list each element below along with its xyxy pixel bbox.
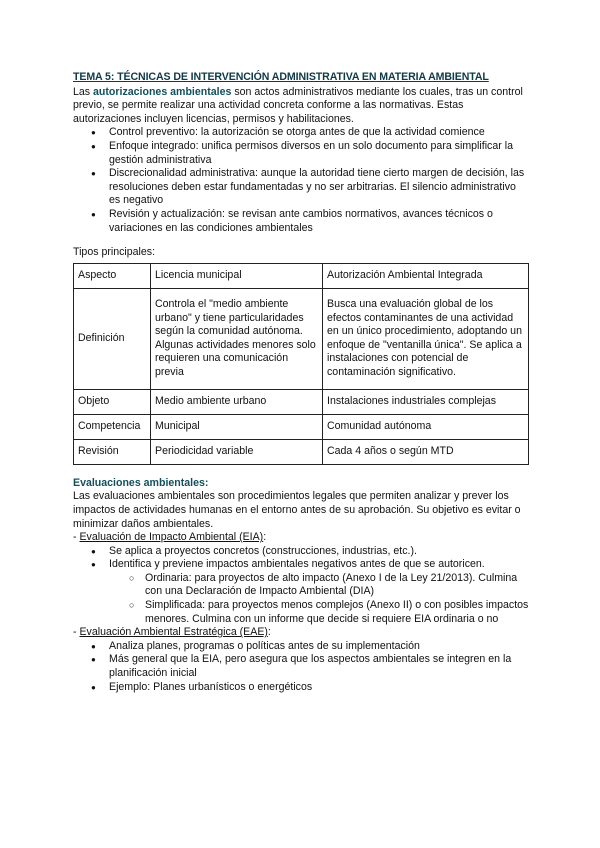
table-header-cell: Autorización Ambiental Integrada: [323, 263, 529, 288]
table-row: [74, 389, 529, 414]
eia-sub-list: [73, 572, 529, 626]
evaluaciones-heading: Evaluaciones ambientales:: [73, 476, 209, 489]
table-row: [74, 439, 529, 464]
list-item: ● Control preventivo: la autorización se otorga antes de que la actividad comience: [73, 126, 529, 140]
list-item: ● Analiza planes, programas o políticas antes de su implementación: [73, 640, 529, 654]
list-item: ● Más general que la EIA, pero asegura que los aspectos ambientales se integren en la planificación inicial: [73, 653, 529, 680]
eia-bullet-list: [73, 545, 529, 572]
table-cell: Medio ambiente urbano: [151, 389, 323, 414]
spacer: [73, 235, 529, 246]
eae-heading: [73, 626, 529, 640]
table-cell: Controla el "medio ambiente urbano" y tiene particularidades según la comunidad autónoma. Algunas actividades menores solo requieren una comunicación previa: [151, 288, 323, 389]
table-header-cell: Aspecto: [74, 263, 151, 288]
intro-text: Las: [73, 85, 94, 98]
table-row: [74, 414, 529, 439]
table-cell: Objeto: [74, 389, 151, 414]
intro-text-rest: son actos administrativos mediante los cuales, tras un control previo, se permite realizar una actividad concreta conforme a las normativas. Estas autorizaciones incluyen licencias, permisos y habilitaciones.: [73, 85, 523, 125]
document-content: [73, 71, 529, 694]
table-cell: Revisión: [74, 439, 151, 464]
colon-suffix: :: [267, 626, 271, 639]
table-cell: Definición: [74, 288, 151, 389]
table-header-cell: Licencia municipal: [151, 263, 323, 288]
colon-suffix: :: [263, 531, 267, 544]
list-item: ● Ejemplo: Planes urbanísticos o energéticos: [73, 681, 529, 695]
page-title: TEMA 5: TÉCNICAS DE INTERVENCIÓN ADMINISTRATIVA EN MATERIA AMBIENTAL: [73, 71, 489, 83]
table-cell: Periodicidad variable: [151, 439, 323, 464]
table-cell: Instalaciones industriales complejas: [323, 389, 529, 414]
list-item: ● Revisión y actualización: se revisan ante cambios normativos, avances técnicos o variaciones en las condiciones ambientales: [73, 208, 529, 235]
eia-label: Evaluación de Impacto Ambiental (EIA): [79, 531, 264, 544]
autorizaciones-term: autorizaciones ambientales: [93, 85, 232, 98]
autorizaciones-intro: [73, 86, 529, 127]
comparison-table: [73, 263, 529, 465]
dash-prefix: -: [73, 531, 80, 544]
autorizaciones-bullet-list: [73, 126, 529, 235]
table-row: [74, 288, 529, 389]
table-cell: Comunidad autónoma: [323, 414, 529, 439]
tipos-label: Tipos principales:: [73, 246, 156, 259]
list-item: ● Enfoque integrado: unifica permisos diversos en un solo documento para simplificar la gestión administrativa: [73, 140, 529, 167]
evaluaciones-intro: Las evaluaciones ambientales son procedimientos legales que permiten analizar y prever los impactos de actividades humanas en el entorno antes de su aprobación. Su objetivo es evitar o minimizar daños ambientales.: [73, 490, 521, 530]
sub-list-item: ○ Simplificada: para proyectos menos complejos (Anexo II) o con posibles impactos menores. Culmina con un informe que decide si requiere EIA ordinaria o no: [73, 599, 529, 626]
table-cell: Competencia: [74, 414, 151, 439]
table-cell: Municipal: [151, 414, 323, 439]
sub-list-item: ○ Ordinaria: para proyectos de alto impacto (Anexo I de la Ley 21/2013). Culmina con una Declaración de Impacto Ambiental (DIA): [73, 572, 529, 599]
list-item: ● Se aplica a proyectos concretos (construcciones, industrias, etc.).: [73, 545, 529, 559]
table-header-row: [74, 263, 529, 288]
dash-prefix: -: [73, 626, 80, 639]
eae-label: Evaluación Ambiental Estratégica (EAE): [79, 626, 268, 639]
list-item: ● Discrecionalidad administrativa: aunque la autoridad tiene cierto margen de decisión, las resoluciones deben estar fundamentadas y no ser arbitrarias. El silencio administrativo es negativo: [73, 167, 529, 208]
table-cell: Cada 4 años o según MTD: [323, 439, 529, 464]
table-cell: Busca una evaluación global de los efectos contaminantes de una actividad en un único procedimiento, adoptando un enfoque de "ventanilla única". Se aplica a instalaciones con potencial de contaminación significativo.: [323, 288, 529, 389]
eia-heading: [73, 531, 529, 545]
eae-bullet-list: [73, 640, 529, 694]
list-item: ● Identifica y previene impactos ambientales negativos antes de que se autoricen.: [73, 558, 529, 572]
